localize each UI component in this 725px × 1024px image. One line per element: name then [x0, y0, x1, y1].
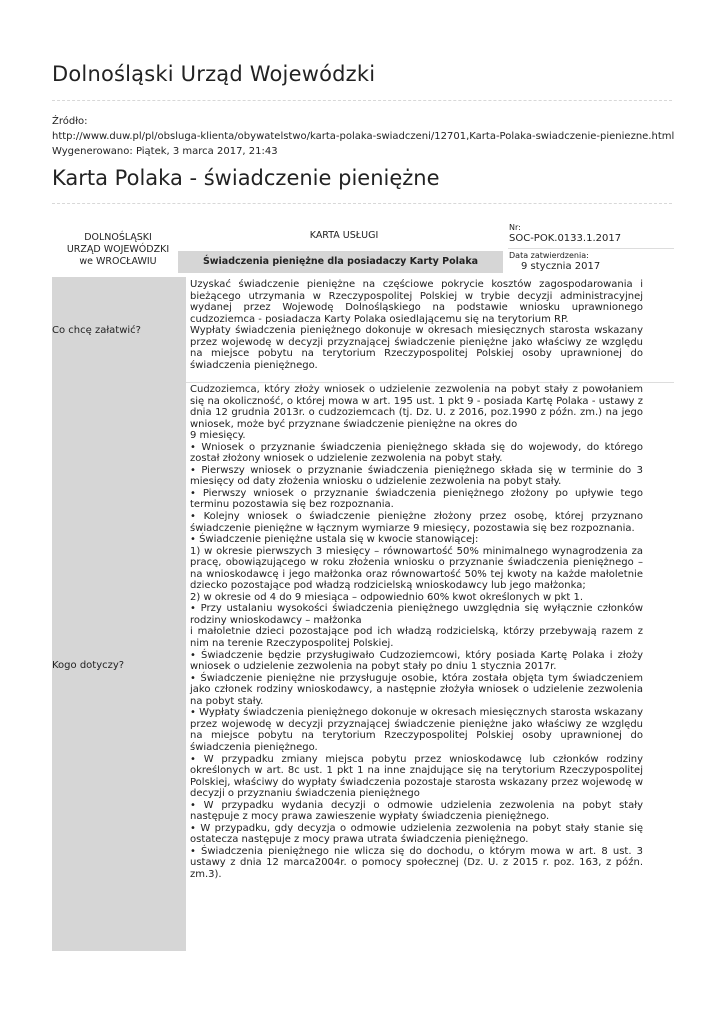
row-label-what: Co chcę załatwić? — [52, 325, 141, 336]
row-label-who: Kogo dotyczy? — [52, 660, 125, 671]
office-name — [52, 232, 184, 268]
document-title-divider — [52, 203, 672, 204]
paragraph: • Wypłaty świadczenia pieniężnego dokonuje w okresach miesięcznych starosta wskazany przez wojewodę w decyzji przyznającej świadczenie pieniężne jako właściwy ze względu na miejsce pobytu na terytorium Rzeczypospolitej Polskiej osoby uprawnionej do świadczenia pieniężnego. — [190, 707, 643, 753]
paragraph: 2) w okresie od 4 do 9 miesiąca – odpowiednio 60% kwot określonych w pkt 1. — [190, 591, 584, 603]
approval-date-label: Data zatwierdzenia: — [509, 251, 589, 260]
paragraph: • Pierwszy wniosek o przyznanie świadczenia pieniężnego złożony po upływie tego terminu pozostawia się bez rozpoznania. — [190, 487, 643, 511]
paragraph: • Świadczenie pieniężne ustala się w kwocie stanowiącej: — [190, 534, 479, 546]
row-content-what — [190, 279, 643, 371]
paragraph: • W przypadku wydania decyzji o odmowie udzielenia zezwolenia na pobyt stały następuje z mocy prawa zawieszenie wypłaty świadczenia pieniężnego. — [190, 799, 643, 823]
paragraph: Cudzoziemca, który złoży wniosek o udzielenie zezwolenia na pobyt stały z powołaniem się na okoliczność, o której mowa w art. 195 ust. 1 pkt 9 - posiada Kartę Polaka - ustawy z dnia 12 grudnia 2013r. o cudzoziemcach (tj. Dz. U. z 2016, poz.1990 z późn. zm.) na jego wniosek, może być przyznane świadczenie pieniężne na okres do — [190, 384, 643, 430]
row-divider — [186, 382, 674, 383]
paragraph: • Kolejny wniosek o świadczenie pieniężne złożony przez osobę, której przyznano świadczenie pieniężne w łącznym wymiarze 9 miesięcy, pozostawia się bez rozpoznania. — [190, 511, 643, 534]
paragraph: 1) w okresie pierwszych 3 miesięcy – równowartość 50% minimalnego wynagrodzenia za pracę, obowiązującego w roku złożenia wniosku o przyznanie świadczenia pieniężnego – na wnioskodawcę i jego małżonka oraz równowartość 50% tej kwoty na każde małoletnie dziecko pozostające pod władzą rodzicielską wnioskodawcy lub jego małżonka; — [190, 545, 643, 592]
paragraph: • Wniosek o przyznanie świadczenia pieniężnego składa się do wojewody, do którego został złożony wniosek o udzielenie zezwolenia na pobyt stały. — [190, 441, 643, 465]
service-subtitle: Świadczenia pieniężne dla posiadaczy Karty Polaka — [178, 251, 503, 273]
office-line: DOLNOŚLĄSKI — [84, 232, 152, 243]
source-url[interactable]: http://www.duw.pl/pl/obsluga-klienta/obywatelstwo/karta-polaka-swiadczeni/12701,Karta-Polaka-swiadczenie-pieniezne.html — [52, 131, 675, 142]
paragraph: • Świadczenie pieniężne nie przysługuje osobie, która została objęta tym świadczeniem jako członek rodziny wnioskodawcy, a następnie złożyła wniosek o udzielenie zezwolenia na pobyt stały. — [190, 672, 643, 707]
label-column — [52, 277, 186, 951]
generated-date: Wygenerowano: Piątek, 3 marca 2017, 21:43 — [52, 146, 278, 157]
number-label: Nr: — [509, 223, 521, 232]
site-title: Dolnośląski Urząd Wojewódzki — [52, 62, 376, 86]
source-meta — [52, 114, 674, 159]
paragraph: • W przypadku, gdy decyzja o odmowie udzielenia zezwolenia na pobyt stały stanie się ostatecza następuje z mocy prawa utrata świadczenia pieniężnego. — [190, 822, 643, 846]
paragraph: Uzyskać świadczenie pieniężne na częściowe pokrycie kosztów zagospodarowania i bieżącego utrzymania w Rzeczypospolitej Polskiej w trybie decyzji administracyjnej wydanej przez Wojewodę Dolnośląskiego na podstawie wniosku uprawnionego cudzoziemca - posiadacza Karty Polaka osiedlającemu się na terytorium RP. — [190, 279, 643, 325]
card-label: KARTA USŁUGI — [309, 230, 379, 241]
number-divider — [508, 248, 674, 249]
source-label: Źródło: — [52, 116, 88, 127]
title-divider — [52, 100, 672, 101]
paragraph: • Pierwszy wniosek o przyznanie świadczenia pieniężnego składa się w terminie do 3 miesięcy od daty złożenia wniosku o udzielenie zezwolenia na pobyt stały. — [190, 464, 643, 488]
paragraph: • Świadczenia pieniężnego nie wlicza się do dochodu, o którym mowa w art. 8 ust. 3 ustawy z dnia 12 marca2004r. o pomocy społecznej (Dz. U. z 2015 r. poz. 163, z późn. zm.3). — [190, 845, 643, 880]
paragraph: Wypłaty świadczenia pieniężnego dokonuje w okresach miesięcznych starosta wskazany przez wojewodę w decyzji przyznającej świadczenie pieniężne jako właściwy ze względu na miejsce pobytu na terytorium Rzeczypospolitej Polskiej osoby uprawnionej do świadczenia pieniężnego. — [190, 325, 643, 371]
number-value: SOC-POK.0133.1.2017 — [509, 233, 622, 244]
document-title: Karta Polaka - świadczenie pieniężne — [52, 166, 440, 190]
approval-date-value: 9 stycznia 2017 — [521, 261, 601, 272]
paragraph: 9 miesięcy. — [190, 430, 246, 442]
row-content-who — [190, 384, 643, 881]
office-line: URZĄD WOJEWÓDZKI — [66, 244, 170, 255]
office-line: we WROCŁAWIU — [79, 256, 157, 267]
paragraph: i małoletnie dzieci pozostające pod ich władzą rodzicielską, którzy przebywają razem z nim na terenie Rzeczypospolitej Polskiej. — [190, 626, 643, 650]
paragraph: • W przypadku zmiany miejsca pobytu przez wnioskodawcę lub członków rodziny określonych w art. 8c ust. 1 pkt 1 na inne znajdujące się na terytorium Rzeczypospolitej Polskiej, właściwy do wypłaty świadczenia pozostaje starosta wskazany przez wojewodę w decyzji o przyznaniu świadczenia pieniężnego — [190, 753, 643, 800]
paragraph: • Przy ustalaniu wysokości świadczenia pieniężnego uwzględnia się wyłącznie członków rodziny wnioskodawcy – małżonka — [190, 603, 643, 626]
paragraph: • Świadczenie będzie przysługiwało Cudzoziemcowi, który posiada Kartę Polaka i złoży wniosek o udzielenie zezwolenia na pobyt stały po dniu 1 stycznia 2017r. — [190, 649, 643, 673]
